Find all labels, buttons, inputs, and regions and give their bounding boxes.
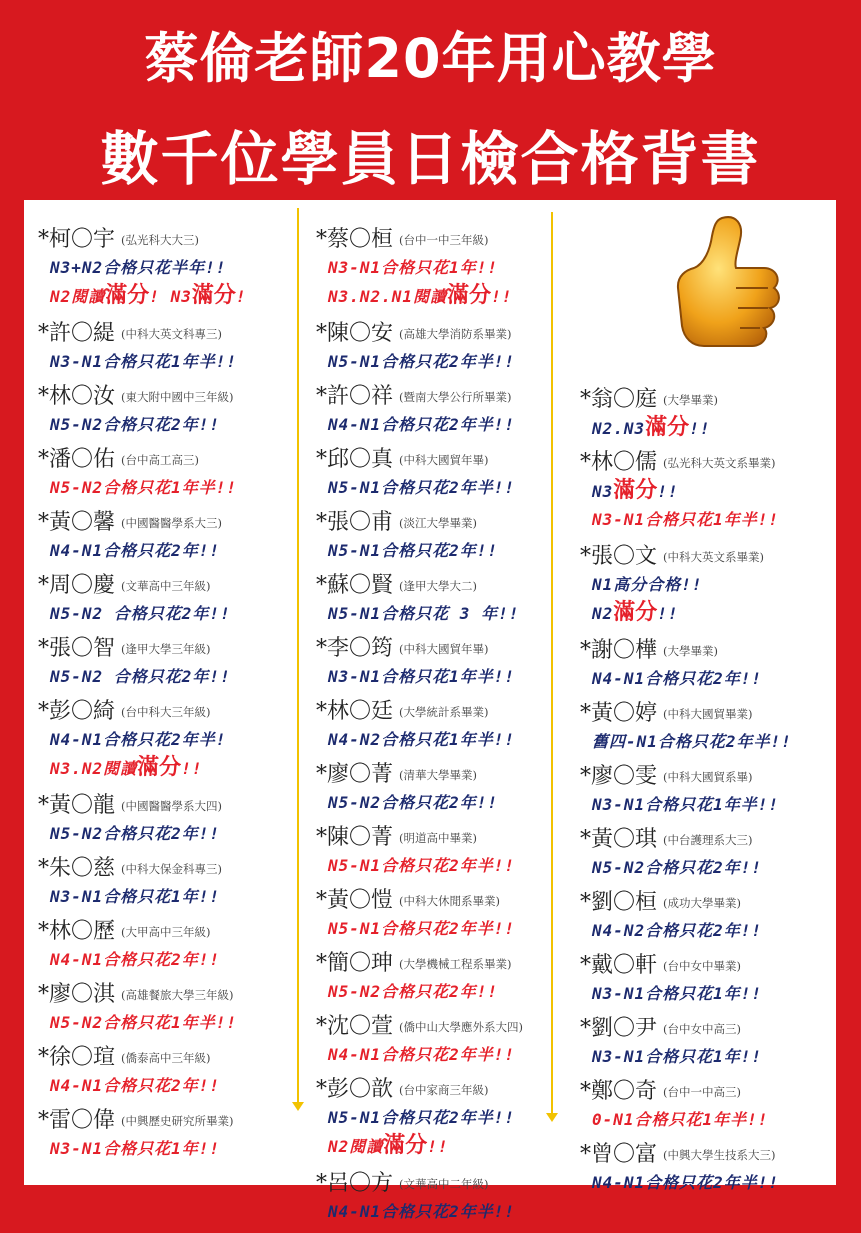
student-entry [316, 761, 576, 824]
student-name-text: *黃〇愷 [316, 888, 394, 913]
student-name [580, 952, 830, 980]
student-name [38, 635, 306, 663]
student-column-2 [316, 226, 576, 1233]
student-entry [316, 698, 576, 761]
student-name-text: *蘇〇賢 [316, 573, 394, 598]
student-name-text: *張〇智 [38, 636, 116, 661]
student-school: (中科大國貿系畢) [663, 770, 753, 784]
student-school: (高雄餐旅大學三年級) [121, 988, 234, 1002]
student-entry [38, 635, 306, 698]
student-name-text: *林〇汝 [38, 384, 116, 409]
student-name [38, 918, 306, 946]
student-school: (弘光科大英文系畢業) [663, 456, 776, 470]
student-name [580, 1078, 830, 1106]
student-name [38, 1044, 306, 1072]
student-entry [38, 1044, 306, 1107]
student-school: (中國醫醫學系大四) [121, 799, 222, 813]
result-line: N4-N1合格只花2年!! [592, 669, 763, 688]
student-name-text: *謝〇樺 [580, 638, 658, 663]
result-line: N2滿分!! [592, 600, 679, 625]
result-line: 0-N1合格只花1年半!! [592, 1110, 769, 1129]
student-name [38, 226, 306, 254]
student-name-text: *簡〇珅 [316, 951, 394, 976]
result-line: N4-N2合格只花1年半!! [328, 730, 516, 749]
student-name-text: *潘〇佑 [38, 447, 116, 472]
student-name-text: *雷〇偉 [38, 1108, 116, 1133]
student-name [316, 446, 576, 474]
result-line: N2.N3滿分!! [592, 415, 711, 440]
student-name-text: *邱〇真 [316, 447, 394, 472]
student-school: (大學機械工程系畢業) [399, 957, 512, 971]
student-entry [580, 449, 830, 543]
student-name [38, 320, 306, 348]
result-line: N3-N1合格只花1年!! [50, 1139, 221, 1158]
student-name-text: *廖〇菁 [316, 762, 394, 787]
student-school: (逢甲大學三年級) [121, 642, 211, 656]
result-line: N5-N2合格只花2年!! [328, 982, 499, 1001]
student-entry [316, 635, 576, 698]
student-name [580, 1141, 830, 1169]
result-line: N4-N1合格只花2年!! [50, 950, 221, 969]
result-line: N3滿分!! [592, 478, 679, 503]
student-entry [316, 1013, 576, 1076]
student-name-text: *黃〇馨 [38, 510, 116, 535]
result-line: N3-N1合格只花1年!! [592, 984, 763, 1003]
result-line: N5-N2合格只花2年!! [592, 858, 763, 877]
student-column-1 [38, 226, 306, 1170]
student-entry [316, 1170, 576, 1233]
student-name [38, 509, 306, 537]
student-school: (高雄大學消防系畢業) [399, 327, 512, 341]
result-line: N3-N1合格只花1年!! [50, 887, 221, 906]
result-line: N3-N1合格只花1年!! [592, 1047, 763, 1066]
student-entry [316, 320, 576, 383]
student-entry [38, 572, 306, 635]
student-name-text: *許〇祥 [316, 384, 394, 409]
student-list-panel [24, 200, 836, 1221]
student-school: (台中家商三年級) [399, 1083, 489, 1097]
headline-subtitle: 數千位學員日檢合格背書 [100, 125, 761, 193]
student-name-text: *陳〇安 [316, 321, 394, 346]
student-entry [38, 792, 306, 855]
student-entry [38, 1107, 306, 1170]
student-name [580, 543, 830, 571]
student-name [316, 635, 576, 663]
student-name-text: *張〇甫 [316, 510, 394, 535]
result-line: N2閱讀滿分! N3滿分! [50, 283, 247, 308]
result-line: N5-N2 合格只花2年!! [50, 667, 231, 686]
student-name-text: *沈〇萱 [316, 1014, 394, 1039]
student-school: (中科大休閒系畢業) [399, 894, 500, 908]
student-name-text: *周〇慶 [38, 573, 116, 598]
student-school: (台中高工高三) [121, 453, 199, 467]
student-school: (中國醫醫學系大三) [121, 516, 222, 530]
student-name-text: *蔡〇桓 [316, 227, 394, 252]
student-entry [38, 446, 306, 509]
result-line: N3-N1合格只花1年半!! [50, 352, 238, 371]
student-entry [38, 918, 306, 981]
result-line: N4-N1合格只花2年半! [50, 730, 227, 749]
student-school: (僑泰高中三年級) [121, 1051, 211, 1065]
student-name-text: *朱〇慈 [38, 856, 116, 881]
student-entry [580, 700, 830, 763]
student-name-text: *彭〇綺 [38, 699, 116, 724]
student-name [580, 889, 830, 917]
student-school: (大學統計系畢業) [399, 705, 489, 719]
student-school: (文華高中二年級) [399, 1177, 489, 1191]
student-name-text: *廖〇淇 [38, 982, 116, 1007]
student-school: (文華高中三年級) [121, 579, 211, 593]
student-name [38, 698, 306, 726]
student-name-text: *陳〇菁 [316, 825, 394, 850]
student-school: (中科大國貿年畢) [399, 642, 489, 656]
student-name-text: *張〇文 [580, 544, 658, 569]
student-name-text: *柯〇宇 [38, 227, 116, 252]
student-entry [316, 1076, 576, 1170]
student-school: (中科大保金科專三) [121, 862, 222, 876]
student-entry [38, 320, 306, 383]
student-school: (中科大英文系畢業) [663, 550, 764, 564]
student-school: (中科大國貿年畢) [399, 453, 489, 467]
student-name-text: *林〇歷 [38, 919, 116, 944]
result-line: N3-N1合格只花1年!! [328, 258, 499, 277]
student-school: (中興大學生技系大三) [663, 1148, 776, 1162]
student-school: (大學畢業) [663, 644, 718, 658]
student-name-text: *李〇筠 [316, 636, 394, 661]
result-line: N5-N2 合格只花2年!! [50, 604, 231, 623]
student-name [580, 1015, 830, 1043]
student-name [38, 572, 306, 600]
result-line: N5-N2合格只花1年半!! [50, 478, 238, 497]
student-name [580, 386, 830, 414]
student-school: (東大附中國中三年級) [121, 390, 234, 404]
student-entry [580, 1015, 830, 1078]
student-name-text: *鄭〇奇 [580, 1079, 658, 1104]
student-name [38, 1107, 306, 1135]
student-school: (台中一中三年級) [399, 233, 489, 247]
student-school: (大學畢業) [663, 393, 718, 407]
student-name-text: *徐〇瑄 [38, 1045, 116, 1070]
student-school: (明道高中畢業) [399, 831, 477, 845]
student-name [316, 824, 576, 852]
student-name [316, 383, 576, 411]
student-name [38, 383, 306, 411]
student-name [316, 320, 576, 348]
student-name [580, 449, 830, 477]
result-line: N5-N1合格只花2年半!! [328, 352, 516, 371]
result-line: N3-N1合格只花1年半!! [592, 795, 780, 814]
student-entry [580, 952, 830, 1015]
student-name [316, 887, 576, 915]
student-name [580, 637, 830, 665]
student-name [316, 698, 576, 726]
result-line: N5-N1合格只花2年半!! [328, 1108, 516, 1127]
result-line: 舊四-N1合格只花2年半!! [592, 732, 792, 751]
student-name-text: *劉〇桓 [580, 890, 658, 915]
student-entry [580, 889, 830, 952]
student-entry [38, 855, 306, 918]
student-name [38, 446, 306, 474]
headline-title: 蔡倫老師20年用心教學 [144, 27, 717, 90]
student-school: (僑中山大學應外系大四) [399, 1020, 523, 1034]
result-line: N3.N2.N1閱讀滿分!! [328, 283, 513, 308]
result-line: N3+N2合格只花半年!! [50, 258, 227, 277]
result-line: N4-N1合格只花2年半!! [328, 415, 516, 434]
student-name-text: *林〇儒 [580, 450, 658, 475]
student-entry [316, 887, 576, 950]
thumbs-up-icon [664, 210, 790, 360]
student-school: (中台護理系大三) [663, 833, 753, 847]
student-name-text: *翁〇庭 [580, 387, 658, 412]
student-column-3 [580, 386, 830, 1204]
student-name-text: *黃〇龍 [38, 793, 116, 818]
student-name [38, 981, 306, 1009]
student-school: (中科大國貿畢業) [663, 707, 753, 721]
student-name [316, 1170, 576, 1198]
student-name-text: *許〇緹 [38, 321, 116, 346]
student-school: (中科大英文科專三) [121, 327, 222, 341]
student-name-text: *彭〇歆 [316, 1077, 394, 1102]
result-line: N3.N2閱讀滿分!! [50, 755, 203, 780]
student-name-text: *林〇廷 [316, 699, 394, 724]
result-line: N4-N1合格只花2年半!! [328, 1045, 516, 1064]
student-school: (弘光科大大三) [121, 233, 199, 247]
student-school: (淡江大學畢業) [399, 516, 477, 530]
student-entry [580, 826, 830, 889]
student-entry [580, 543, 830, 637]
student-entry [580, 763, 830, 826]
student-school: (大甲高中三年級) [121, 925, 211, 939]
student-name [580, 826, 830, 854]
arrow-down-icon [297, 208, 299, 1103]
result-line: N3-N1合格只花1年半!! [328, 667, 516, 686]
student-entry [316, 572, 576, 635]
result-line: N4-N1合格只花2年!! [50, 1076, 221, 1095]
student-entry [580, 1078, 830, 1141]
student-school: (台中女中高三) [663, 1022, 741, 1036]
result-line: N4-N1合格只花2年半!! [328, 1202, 516, 1221]
result-line: N2閱讀滿分!! [328, 1133, 449, 1158]
student-school: (成功大學畢業) [663, 896, 741, 910]
student-name [316, 572, 576, 600]
arrow-down-icon [551, 212, 553, 1114]
result-line: N4-N1合格只花2年半!! [592, 1173, 780, 1192]
student-school: (台中女中畢業) [663, 959, 741, 973]
student-entry [316, 950, 576, 1013]
student-school: (台中科大三年級) [121, 705, 211, 719]
student-entry [580, 637, 830, 700]
student-name-text: *曾〇富 [580, 1142, 658, 1167]
student-school: (台中一中高三) [663, 1085, 741, 1099]
result-line: N5-N2合格只花1年半!! [50, 1013, 238, 1032]
result-line: N5-N1合格只花2年半!! [328, 856, 516, 875]
student-school: (清華大學畢業) [399, 768, 477, 782]
student-entry [580, 1141, 830, 1204]
student-entry [38, 226, 306, 320]
student-school: (逢甲大學大二) [399, 579, 477, 593]
student-name-text: *劉〇尹 [580, 1016, 658, 1041]
student-name [316, 1076, 576, 1104]
student-name-text: *戴〇軒 [580, 953, 658, 978]
student-name [316, 950, 576, 978]
student-school: (中興歷史研究所畢業) [121, 1114, 234, 1128]
student-name [316, 509, 576, 537]
result-line: N5-N2合格只花2年!! [328, 793, 499, 812]
student-school: (暨南大學公行所畢業) [399, 390, 512, 404]
student-name [38, 855, 306, 883]
result-line: N3-N1合格只花1年半!! [592, 510, 780, 529]
student-name [316, 226, 576, 254]
student-name [580, 700, 830, 728]
student-name-text: *廖〇雯 [580, 764, 658, 789]
student-entry [316, 509, 576, 572]
student-name [316, 761, 576, 789]
student-entry [38, 383, 306, 446]
student-entry [316, 226, 576, 320]
student-name [38, 792, 306, 820]
result-line: N4-N1合格只花2年!! [50, 541, 221, 560]
result-line: N5-N1合格只花2年!! [328, 541, 499, 560]
result-line: N5-N1合格只花 3 年!! [328, 604, 520, 623]
result-line: N5-N2合格只花2年!! [50, 415, 221, 434]
student-entry [38, 698, 306, 792]
student-entry [38, 981, 306, 1044]
result-line: N1高分合格!! [592, 575, 703, 594]
student-name [580, 763, 830, 791]
result-line: N5-N2合格只花2年!! [50, 824, 221, 843]
student-entry [580, 386, 830, 449]
result-line: N5-N1合格只花2年半!! [328, 478, 516, 497]
student-entry [38, 509, 306, 572]
student-entry [316, 383, 576, 446]
student-entry [316, 446, 576, 509]
student-name-text: *黃〇婷 [580, 701, 658, 726]
student-entry [316, 824, 576, 887]
result-line: N4-N2合格只花2年!! [592, 921, 763, 940]
student-name [316, 1013, 576, 1041]
result-line: N5-N1合格只花2年半!! [328, 919, 516, 938]
student-name-text: *黃〇琪 [580, 827, 658, 852]
student-name-text: *呂〇方 [316, 1171, 394, 1196]
